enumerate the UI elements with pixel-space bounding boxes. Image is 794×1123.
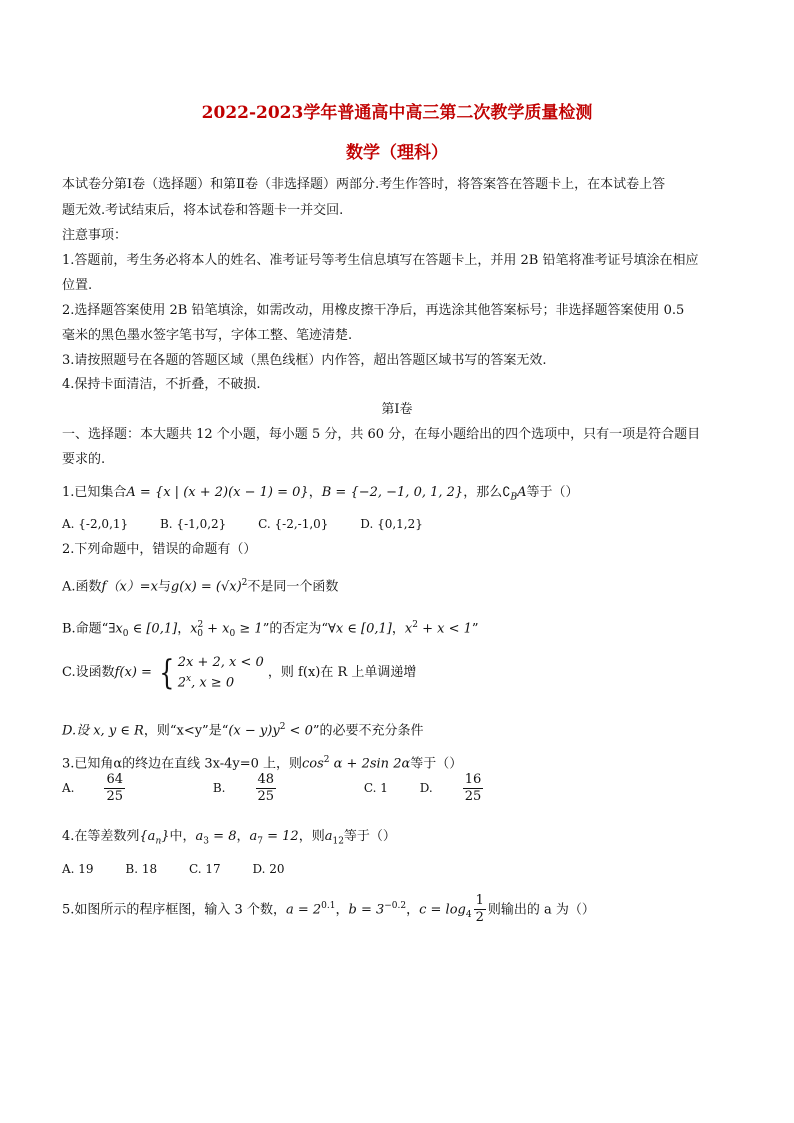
notes-heading: 注意事项：	[62, 228, 128, 243]
option: D. {0,1,2}	[360, 517, 423, 531]
question-2-option-d: D.设 x, y ∈ R，则“x<y”是“$(x - y)y^2 < 0$”的必要不充分条件	[62, 722, 424, 739]
section-desc-1: 一、选择题：本大题共 12 个小题，每小题 5 分，共 60 分，在每小题给出的四个选项中，只有一项是符合题目	[62, 427, 701, 442]
section-title: 第Ⅰ卷	[381, 402, 413, 417]
question-2-option-b: B.命题“$\exists x_0$ ∈ [0,1]，$x^2_0 + x_0 \ge 1$”的否定为“∀x ∈ [0,1]，$x^2 + x < 1$”	[62, 620, 479, 639]
note-4: 4.保持卡面清洁，不折叠，不破损.	[62, 377, 261, 392]
question-1: 1.已知集合A = {x | (x + 2)(x − 1) = 0}，B = {−2, −1, 0, 1, 2}，那么$∁_BA$等于（）	[62, 485, 579, 503]
question-3-stem: 3.已知角α的终边在直线 3x-4y=0 上，则$\cos^2 \alpha + 2\sin$ 2α等于（）	[62, 755, 463, 772]
option-c: C. 1	[363, 781, 388, 795]
question-2-option-a: A.函数f（x）=x与$g(x) = (√x)^2$不是同一个函数	[62, 578, 339, 595]
note-1a: 1.答题前，考生务必将本人的姓名、准考证号等考生信息填写在答题卡上，并用 2B 铅笔将准考证号填涂在相应	[62, 253, 699, 268]
option: C. {-2,-1,0}	[258, 517, 329, 531]
option-a: A. $\frac{64}{25}$	[62, 772, 124, 804]
exam-title: 2022-2023学年普通高中高三第二次教学质量检测	[201, 103, 593, 123]
section-desc-2: 要求的.	[62, 452, 106, 467]
question-5-stem: 5.如图所示的程序框图，输入 3 个数，$a = 2^{0.1}$，$b = 3^{-0.2}$，$c = \log_4$ $\frac{1}{2}$ 则输出的 a 为（）	[62, 893, 595, 926]
note-1b: 位置.	[62, 278, 93, 293]
option: B. 18	[125, 862, 158, 876]
option-b: B. $\frac{48}{25}$	[212, 772, 275, 804]
note-2a: 2.选择题答案使用 2B 铅笔填涂，如需改动，用橡皮擦干净后，再选涂其他答案标号；非选择题答案使用 0.5	[62, 303, 685, 318]
intro-line-1: 本试卷分第Ⅰ卷（选择题）和第Ⅱ卷（非选择题）两部分.考生作答时，将答案答在答题卡上，在本试卷上答	[62, 177, 666, 192]
question-2-option-c: C.设函数f(x) = { 2x + 2, x < 0 2$^x$, x ≥ 0 ，则 f(x)在 R 上单调递增	[62, 652, 417, 693]
question-1-options	[62, 517, 451, 531]
piecewise-cases: 2x + 2, x < 0 2$^x$, x ≥ 0	[177, 655, 264, 691]
brace-icon: {	[159, 652, 175, 693]
option: D. 20	[252, 862, 285, 876]
option: C. 17	[188, 862, 221, 876]
question-4-stem: 4.在等差数列$\{a_n\}$中，$a_3 = 8$，$a_7 = 12$，则$a_{12}$等于（）	[62, 829, 396, 847]
question-4-options	[62, 862, 313, 876]
question-3-options	[62, 772, 567, 805]
note-2b: 毫米的黑色墨水签字笔书写，字体工整、笔迹清楚.	[62, 328, 353, 343]
intro-line-2: 题无效.考试结束后，将本试卷和答题卡一并交回.	[62, 203, 344, 218]
option-d: D. $\frac{16}{25}$	[419, 772, 482, 804]
question-2-stem: 2.下列命题中，错误的命题有（）	[62, 542, 257, 557]
option: B. {-1,0,2}	[159, 517, 227, 531]
note-3: 3.请按照题号在各题的答题区域（黑色线框）内作答，超出答题区域书写的答案无效.	[62, 353, 547, 368]
exam-subtitle: 数学（理科）	[346, 143, 448, 163]
option: A. 19	[62, 862, 94, 876]
option: A. {-2,0,1}	[62, 517, 129, 531]
